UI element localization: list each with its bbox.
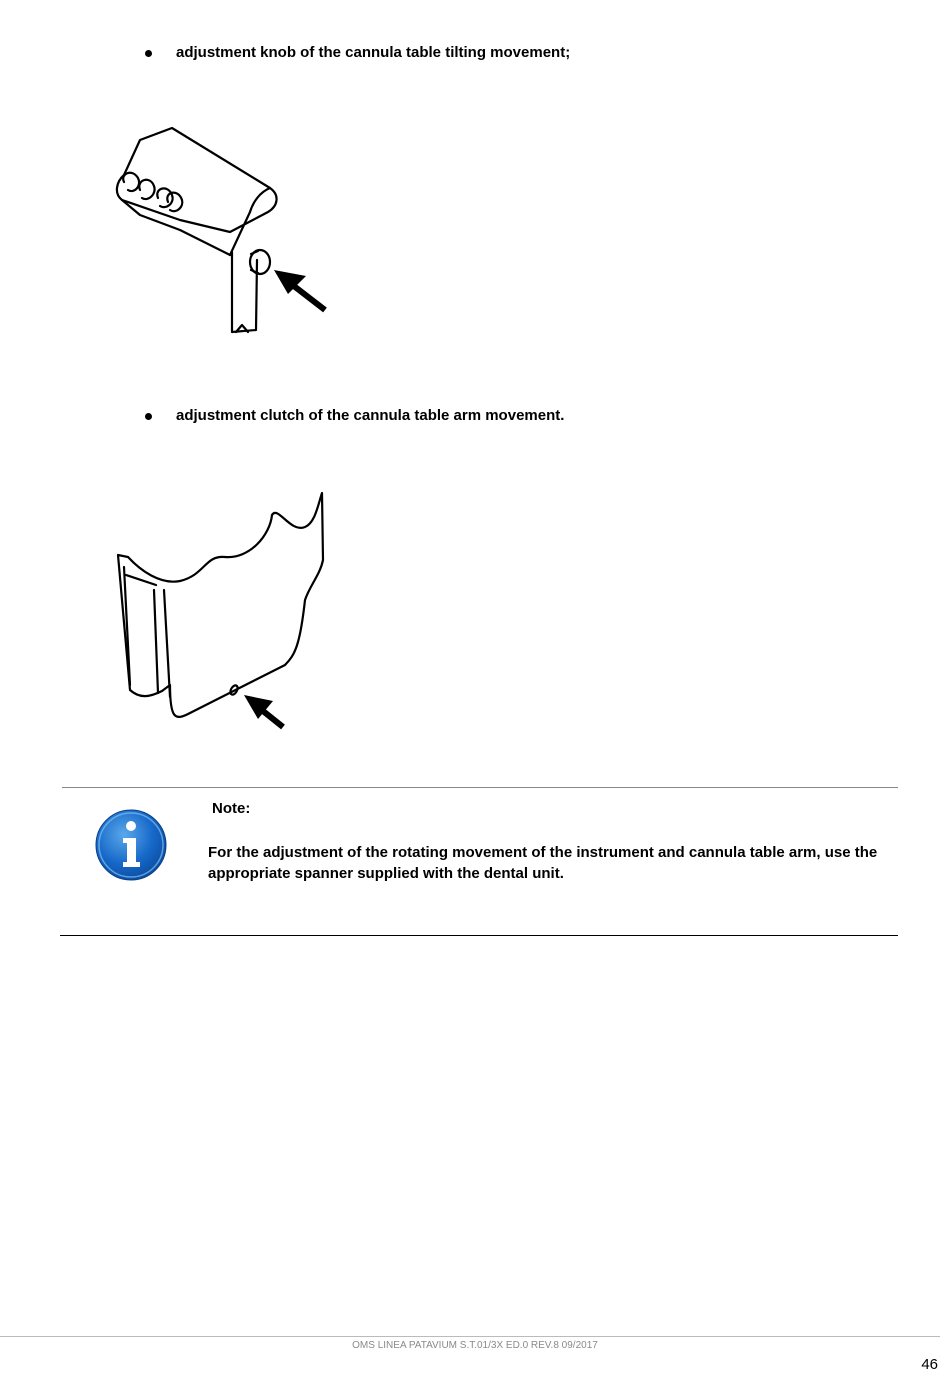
cannula-arm-clutch-illustration [110, 485, 330, 735]
info-icon [95, 808, 167, 882]
bullet-item-label: adjustment knob of the cannula table tilting movement; [176, 44, 571, 61]
footer-rule [0, 1336, 940, 1337]
arrow-icon [244, 695, 283, 727]
cannula-table-knob-illustration [110, 120, 340, 345]
bullet-item-label: adjustment clutch of the cannula table arm movement. [176, 407, 565, 424]
footer-document-code: OMS LINEA PATAVIUM S.T.01/3X ED.0 REV.8 09/2017 [352, 1340, 598, 1351]
bullet-dot-icon [145, 50, 152, 57]
note-top-rule [62, 787, 898, 788]
arrow-icon [274, 270, 325, 310]
note-title: Note: [212, 800, 251, 817]
note-bottom-rule [60, 935, 898, 936]
bullet-dot-icon [145, 413, 152, 420]
note-body: For the adjustment of the rotating movement of the instrument and cannula table arm, use the appropriate spanner supplied with the dental unit. [208, 844, 878, 882]
page-number: 46 [921, 1356, 938, 1373]
